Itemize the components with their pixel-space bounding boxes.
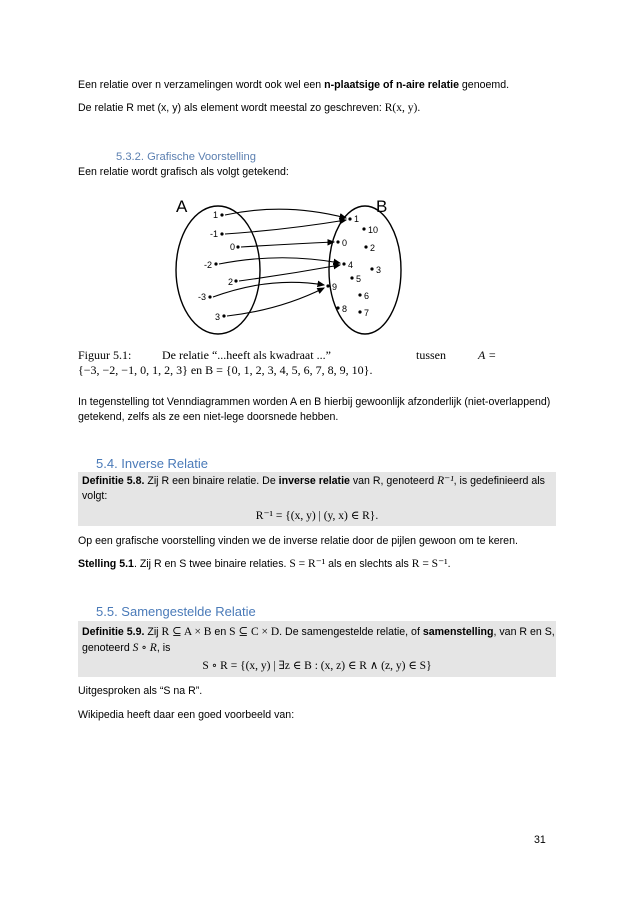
- text: genoteerd: [82, 642, 133, 654]
- arrow-neg1-to-1: [225, 220, 346, 234]
- text: Zij R een binaire relatie. De: [144, 475, 279, 487]
- math-symbol: R⁻¹: [437, 475, 454, 487]
- b-dot: [336, 306, 339, 309]
- text: .: [447, 558, 451, 570]
- b-dot: [370, 267, 373, 270]
- a-dot: [236, 245, 239, 248]
- paragraph-notation: [78, 101, 558, 115]
- a-element: 1: [213, 210, 219, 220]
- caption-label: Figuur 5.1:: [78, 348, 132, 362]
- a-dot: [220, 213, 223, 216]
- b-dot: [350, 276, 353, 279]
- arrow-neg2-to-4: [219, 258, 340, 264]
- text: als en slechts als: [325, 558, 412, 570]
- a-dot: [214, 262, 217, 265]
- b-element: 7: [364, 308, 370, 318]
- b-element: 9: [332, 282, 338, 292]
- definition-5-8-box: [78, 472, 556, 526]
- definition-5-9-line2: [82, 641, 170, 655]
- a-element: 0: [230, 242, 236, 252]
- definition-5-9-formula: S ∘ R = {(x, y) | ∃z ∈ B : (x, z) ∈ R ∧ (z, y) ∈ S}: [202, 660, 432, 672]
- arrow-3-to-9: [227, 288, 324, 316]
- bold-term: samenstelling: [422, 626, 494, 638]
- arrow-0-to-0: [241, 242, 334, 247]
- definition-5-9-box: [78, 621, 556, 677]
- a-dot: [222, 314, 225, 317]
- b-element: 1: [354, 214, 360, 224]
- text: , is gedefinieerd als: [453, 475, 545, 487]
- b-element: 6: [364, 291, 370, 301]
- math-expression: S ⊆ C × D: [229, 626, 280, 638]
- text: , is: [156, 642, 171, 654]
- b-dot: [362, 227, 365, 230]
- a-dot: [208, 295, 211, 298]
- text: . De samengestelde relatie, of: [279, 626, 423, 638]
- text: , van R en S,: [493, 626, 555, 638]
- paragraph-venn-line2: getekend, zelfs als ze een niet-lege doorsnede hebben.: [78, 411, 339, 423]
- definition-5-9-line1: [82, 625, 555, 639]
- b-dot: [326, 284, 329, 287]
- paragraph-graphic-intro: Een relatie wordt grafisch als volgt getekend:: [78, 166, 289, 178]
- subsection-heading: 5.3.2. Grafische Voorstelling: [116, 151, 256, 163]
- paragraph-venn-line1: In tegenstelling tot Venndiagrammen worden A en B hierbij gewoonlijk afzonderlijk (niet-overlappend): [78, 396, 551, 408]
- paragraph-wikipedia: Wikipedia heeft daar een goed voorbeeld van:: [78, 709, 295, 721]
- set-a-elements: [198, 210, 240, 322]
- paragraph-inverse-arrows: Op een grafische voorstelling vinden we de inverse relatie door de pijlen gewoon om te keren.: [78, 535, 518, 547]
- b-dot: [358, 293, 361, 296]
- a-element: 2: [228, 277, 234, 287]
- text: Een relatie over n verzamelingen wordt ook wel een: [78, 79, 325, 91]
- math-expression: R = S⁻¹: [411, 558, 448, 570]
- arrow-1-to-1: [225, 209, 346, 218]
- b-element: 5: [356, 274, 362, 284]
- b-dot: [364, 245, 367, 248]
- bold-term: n-plaatsige of n-aire relatie: [324, 79, 459, 91]
- section-heading-composition: 5.5. Samengestelde Relatie: [96, 604, 256, 619]
- text: . Zij R en S twee binaire relaties.: [133, 558, 290, 570]
- text: De relatie R met (x, y) als element wordt meestal zo geschreven:: [78, 102, 385, 114]
- b-element: 8: [342, 304, 348, 314]
- a-dot: [234, 279, 237, 282]
- paragraph-pronounced: Uitgesproken als “S na R”.: [78, 685, 203, 697]
- math-notation: R(x, y).: [384, 102, 421, 114]
- b-dot: [336, 240, 339, 243]
- theorem-label: Stelling 5.1: [78, 558, 134, 570]
- math-expression: S ∘ R: [132, 642, 157, 654]
- b-dot: [358, 310, 361, 313]
- figure-caption: [78, 348, 558, 378]
- relation-diagram: [170, 192, 410, 342]
- a-element: -1: [210, 229, 219, 239]
- paragraph-n-aire: [78, 79, 558, 92]
- math-expression: S = R⁻¹: [289, 558, 326, 570]
- b-element: 0: [342, 238, 348, 248]
- b-element: 3: [376, 265, 382, 275]
- set-b-label: B: [376, 197, 388, 216]
- definition-5-8-line2: volgt:: [82, 490, 108, 502]
- b-dot: [348, 217, 351, 220]
- b-element: 10: [368, 225, 379, 235]
- page-number: 31: [534, 834, 546, 846]
- a-dot: [220, 232, 223, 235]
- a-element: -2: [204, 260, 213, 270]
- definition-5-8-formula: R⁻¹ = {(x, y) | (y, x) ∈ R}.: [255, 510, 379, 522]
- bold-term: inverse relatie: [278, 475, 350, 487]
- arrow-2-to-4: [239, 265, 340, 281]
- b-element: 2: [370, 243, 376, 253]
- b-dot: [342, 262, 345, 265]
- a-element: 3: [215, 312, 221, 322]
- math-expression: R ⊆ A × B: [161, 626, 212, 638]
- text: van R, genoteerd: [349, 475, 438, 487]
- theorem-5-1: [78, 557, 558, 571]
- set-a-label: A: [176, 197, 188, 216]
- caption-text: tussen: [416, 348, 446, 362]
- text: genoemd.: [458, 79, 510, 91]
- a-element: -3: [198, 292, 207, 302]
- section-heading-inverse: 5.4. Inverse Relatie: [96, 456, 209, 471]
- caption-sets: {−3, −2, −1, 0, 1, 2, 3} en B = {0, 1, 2, 3, 4, 5, 6, 7, 8, 9, 10}.: [78, 363, 373, 377]
- definition-label: Definitie 5.8.: [82, 475, 145, 487]
- b-element: 4: [348, 260, 354, 270]
- caption-math: A =: [478, 348, 497, 362]
- relation-arrows: [213, 209, 346, 316]
- definition-label: Definitie 5.9.: [82, 626, 145, 638]
- text: Zij: [144, 626, 162, 638]
- definition-5-8-line1: [82, 474, 545, 488]
- caption-text: De relatie “...heeft als kwadraat ...”: [162, 348, 331, 362]
- text: en: [211, 626, 230, 638]
